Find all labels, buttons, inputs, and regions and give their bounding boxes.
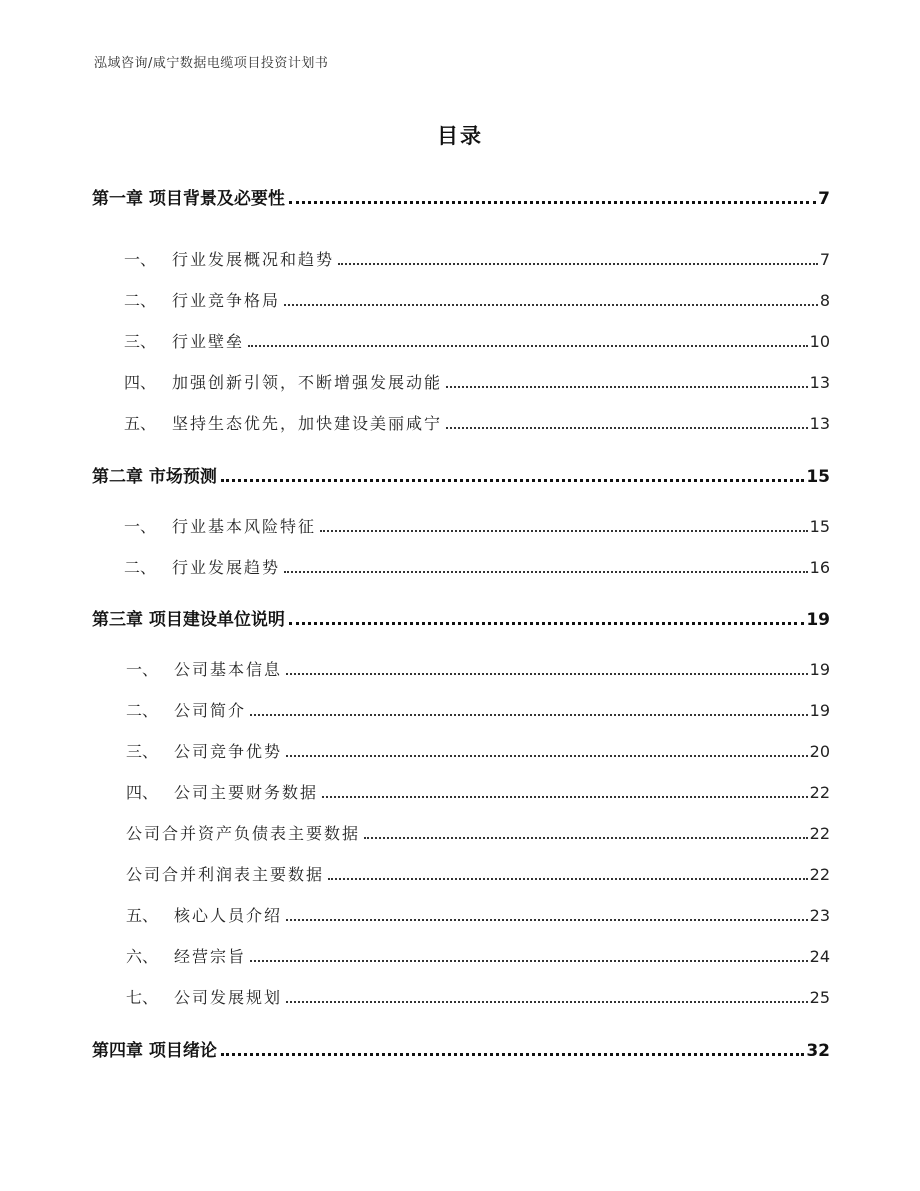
leader-dots bbox=[322, 795, 808, 798]
toc-section[interactable] bbox=[124, 411, 830, 434]
toc-section-label: 核心人员介绍 bbox=[174, 906, 283, 925]
toc-page-number: 19 bbox=[809, 660, 830, 679]
toc-page-number: 10 bbox=[809, 332, 830, 351]
toc-subsection[interactable] bbox=[126, 862, 830, 885]
toc-section[interactable] bbox=[124, 555, 830, 578]
toc-page-number: 22 bbox=[809, 865, 830, 884]
leader-dots bbox=[221, 478, 804, 482]
toc-section-label: 公司发展规划 bbox=[174, 988, 283, 1007]
leader-dots bbox=[221, 1052, 804, 1056]
leader-dots bbox=[248, 344, 808, 347]
toc-page-number: 22 bbox=[809, 783, 830, 802]
leader-dots bbox=[289, 621, 804, 625]
toc-page-number: 24 bbox=[809, 947, 830, 966]
toc-page-number: 8 bbox=[819, 291, 830, 310]
toc-section-label: 行业基本风险特征 bbox=[172, 517, 317, 536]
toc-section[interactable] bbox=[124, 247, 830, 270]
toc-page-number: 16 bbox=[809, 558, 830, 577]
toc-section-label: 行业发展趋势 bbox=[172, 558, 281, 577]
leader-dots bbox=[286, 754, 808, 757]
toc-subsection-label: 公司合并资产负债表主要数据 bbox=[126, 824, 361, 843]
leader-dots bbox=[364, 836, 808, 839]
toc-section[interactable] bbox=[124, 288, 830, 311]
toc-chapter-1[interactable] bbox=[92, 184, 830, 209]
toc-section-number: 五、 bbox=[124, 414, 157, 433]
toc-section[interactable] bbox=[126, 944, 830, 967]
leader-dots bbox=[286, 672, 808, 675]
leader-dots bbox=[286, 918, 808, 921]
toc-section[interactable] bbox=[126, 903, 830, 926]
toc-chapter-3[interactable] bbox=[92, 605, 830, 630]
document-header: 泓域咨询/咸宁数据电缆项目投资计划书 bbox=[94, 56, 329, 71]
toc-section-label: 公司竞争优势 bbox=[174, 742, 283, 761]
toc-page-number: 32 bbox=[806, 1041, 830, 1061]
leader-dots bbox=[338, 262, 818, 265]
toc-chapter-label: 第四章 项目绪论 bbox=[92, 1041, 217, 1061]
toc-section-label: 行业发展概况和趋势 bbox=[172, 250, 335, 269]
toc-page-number: 20 bbox=[809, 742, 830, 761]
toc-subsection[interactable] bbox=[126, 821, 830, 844]
leader-dots bbox=[284, 303, 818, 306]
toc-section-label: 经营宗旨 bbox=[174, 947, 247, 966]
toc-page-number: 7 bbox=[818, 189, 830, 209]
toc-page-number: 23 bbox=[809, 906, 830, 925]
toc-chapter-label: 第二章 市场预测 bbox=[92, 467, 217, 487]
leader-dots bbox=[320, 529, 808, 532]
toc-section-number: 二、 bbox=[124, 558, 157, 577]
toc-section[interactable] bbox=[126, 985, 830, 1008]
toc-section[interactable] bbox=[126, 657, 830, 680]
toc-section-number: 二、 bbox=[124, 291, 157, 310]
toc-page-number: 7 bbox=[819, 250, 830, 269]
toc-section-number: 四、 bbox=[124, 373, 157, 392]
toc-section-label: 公司简介 bbox=[174, 701, 247, 720]
toc-section-number: 一、 bbox=[124, 250, 157, 269]
toc-page-number: 13 bbox=[809, 373, 830, 392]
toc-section-number: 六、 bbox=[126, 947, 159, 966]
toc-section[interactable] bbox=[126, 739, 830, 762]
leader-dots bbox=[446, 385, 808, 388]
toc-section-label: 公司基本信息 bbox=[174, 660, 283, 679]
toc-page-number: 15 bbox=[806, 467, 830, 487]
toc-section-label: 行业竞争格局 bbox=[172, 291, 281, 310]
toc-section-number: 四、 bbox=[126, 783, 159, 802]
leader-dots bbox=[328, 877, 808, 880]
toc-section-number: 五、 bbox=[126, 906, 159, 925]
toc-section[interactable] bbox=[126, 698, 830, 721]
toc-page-number: 19 bbox=[809, 701, 830, 720]
toc-section-label: 加强创新引领，不断增强发展动能 bbox=[172, 373, 443, 392]
leader-dots bbox=[289, 200, 816, 204]
toc-section-label: 公司主要财务数据 bbox=[174, 783, 319, 802]
toc-page-number: 13 bbox=[809, 414, 830, 433]
leader-dots bbox=[250, 959, 808, 962]
leader-dots bbox=[286, 1000, 808, 1003]
leader-dots bbox=[284, 570, 808, 573]
toc-page-number: 22 bbox=[809, 824, 830, 843]
toc-section-number: 三、 bbox=[124, 332, 157, 351]
toc-page-number: 15 bbox=[809, 517, 830, 536]
toc-section[interactable] bbox=[124, 370, 830, 393]
toc-subsection-label: 公司合并利润表主要数据 bbox=[126, 865, 325, 884]
toc-chapter-2[interactable] bbox=[92, 462, 830, 487]
toc-section[interactable] bbox=[124, 514, 830, 537]
toc-section-number: 七、 bbox=[126, 988, 159, 1007]
leader-dots bbox=[446, 426, 808, 429]
toc-section[interactable] bbox=[126, 780, 830, 803]
toc-chapter-label: 第一章 项目背景及必要性 bbox=[92, 189, 285, 209]
toc-section-number: 二、 bbox=[126, 701, 159, 720]
toc-section-label: 行业壁垒 bbox=[172, 332, 245, 351]
toc-section-label: 坚持生态优先，加快建设美丽咸宁 bbox=[172, 414, 443, 433]
toc-section-number: 一、 bbox=[126, 660, 159, 679]
toc-chapter-4[interactable] bbox=[92, 1036, 830, 1061]
toc-page-number: 19 bbox=[806, 610, 830, 630]
page-title: 目录 bbox=[437, 124, 483, 148]
toc-section[interactable] bbox=[124, 329, 830, 352]
toc-section-number: 三、 bbox=[126, 742, 159, 761]
toc-chapter-label: 第三章 项目建设单位说明 bbox=[92, 610, 285, 630]
toc-section-number: 一、 bbox=[124, 517, 157, 536]
leader-dots bbox=[250, 713, 808, 716]
toc-page-number: 25 bbox=[809, 988, 830, 1007]
